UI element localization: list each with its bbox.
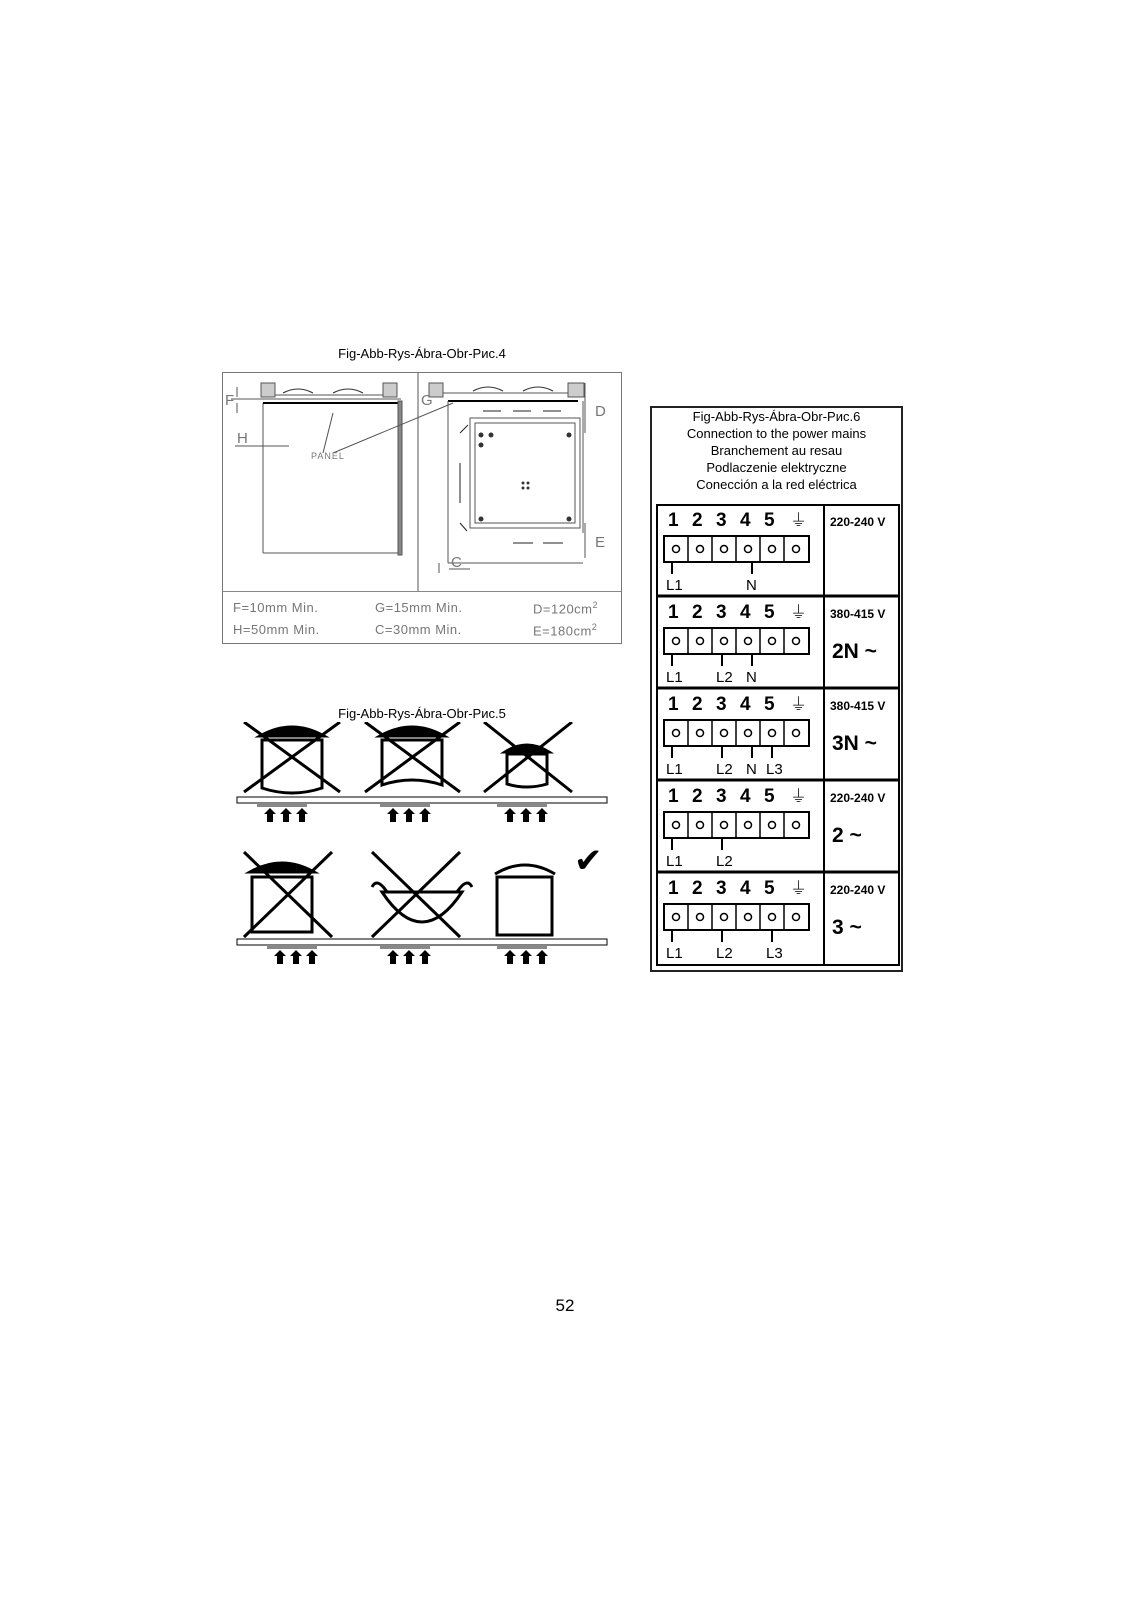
fig6-header <box>652 408 901 493</box>
phase-label: L1 <box>666 853 683 870</box>
pot-too-small-1 <box>244 722 340 793</box>
phase-label: L3 <box>766 945 783 962</box>
terminal-screw <box>769 546 776 553</box>
terminal-number: 4 <box>740 878 751 899</box>
label-e: E <box>595 534 606 551</box>
connection-type: 2 ~ <box>832 824 862 847</box>
terminal-number: 4 <box>740 510 751 531</box>
terminal-number: 4 <box>740 602 751 623</box>
terminal-screw <box>793 914 800 921</box>
terminal-screw <box>697 730 704 737</box>
pot-correct <box>495 865 555 935</box>
terminal-screw <box>673 822 680 829</box>
dim-c: C=30mm Min. <box>375 622 462 637</box>
phase-label: N <box>746 669 757 686</box>
terminal-screw <box>745 638 752 645</box>
terminal-screw <box>745 730 752 737</box>
page-number: 52 <box>555 1296 575 1315</box>
phase-label: L2 <box>716 945 733 962</box>
terminal-screw <box>697 546 704 553</box>
terminal-screw <box>745 914 752 921</box>
terminal-number: 3 <box>716 694 727 715</box>
fig4-caption: Fig-Abb-Rys-Ábra-Obr-Рис.4 <box>338 346 506 361</box>
connection-type: 2N ~ <box>832 640 877 663</box>
terminal-screw <box>721 638 728 645</box>
earth-icon: ⏚ <box>790 603 807 623</box>
label-c: C <box>451 554 462 571</box>
label-g: G <box>421 392 433 409</box>
terminal-number: 5 <box>764 694 775 715</box>
phase-label: L2 <box>716 853 733 870</box>
fig5-pot-usage-diagram <box>222 722 622 982</box>
phase-label: L2 <box>716 761 733 778</box>
terminal-screw <box>793 822 800 829</box>
voltage-label: 380-415 V <box>830 699 886 713</box>
terminal-number: 3 <box>716 602 727 623</box>
earth-icon: ⏚ <box>790 695 807 715</box>
terminal-screw <box>769 730 776 737</box>
dim-f: F=10mm Min. <box>233 600 319 615</box>
terminal-screw <box>721 730 728 737</box>
earth-icon: ⏚ <box>790 511 807 531</box>
fig6-wiring-diagrams <box>656 504 900 966</box>
terminal-screw <box>745 822 752 829</box>
terminal-screw <box>745 546 752 553</box>
voltage-label: 380-415 V <box>830 607 886 621</box>
phase-label: L1 <box>666 761 683 778</box>
phase-label: L1 <box>666 945 683 962</box>
fig6-power-connection-box <box>650 406 903 972</box>
terminal-number: 1 <box>668 786 679 807</box>
terminal-screw <box>697 638 704 645</box>
terminal-number: 1 <box>668 602 679 623</box>
voltage-label: 220-240 V <box>830 883 886 897</box>
fig6-line-pl: Podlaczenie elektryczne <box>706 460 847 475</box>
terminal-number: 2 <box>692 878 703 899</box>
terminal-number: 1 <box>668 510 679 531</box>
terminal-screw <box>769 914 776 921</box>
terminal-number: 1 <box>668 694 679 715</box>
terminal-number: 5 <box>764 786 775 807</box>
fig4-drawing <box>223 373 621 591</box>
phase-label: N <box>746 577 757 594</box>
dim-d: $D=120cm^2$ <box>533 600 599 617</box>
terminal-number: 4 <box>740 786 751 807</box>
label-h: H <box>237 430 248 447</box>
terminal-number: 2 <box>692 510 703 531</box>
dim-g: G=15mm Min. <box>375 600 463 615</box>
fig5-caption: Fig-Abb-Rys-Ábra-Obr-Рис.5 <box>338 706 506 721</box>
fig4-installation-diagram <box>222 372 622 644</box>
terminal-screw <box>673 638 680 645</box>
earth-icon: ⏚ <box>790 879 807 899</box>
phase-label: N <box>746 761 757 778</box>
terminal-screw <box>769 822 776 829</box>
pot-convex-bottom <box>365 722 460 792</box>
connection-type: 3 ~ <box>832 916 862 939</box>
label-d: D <box>595 403 606 420</box>
connection-type: 3N ~ <box>832 732 877 755</box>
fig6-line-fr: Branchement au resau <box>710 443 843 458</box>
phase-label: L1 <box>666 669 683 686</box>
terminal-screw <box>673 914 680 921</box>
terminal-screw <box>793 638 800 645</box>
phase-label: L3 <box>766 761 783 778</box>
terminal-screw <box>721 914 728 921</box>
terminal-number: 5 <box>764 602 775 623</box>
terminal-number: 3 <box>716 510 727 531</box>
terminal-screw <box>769 638 776 645</box>
dim-h: H=50mm Min. <box>233 622 320 637</box>
terminal-number: 5 <box>764 878 775 899</box>
fig4-dimension-table <box>223 591 621 643</box>
fig6-line-es: Conección a la red eléctrica <box>696 477 857 492</box>
terminal-number: 3 <box>716 878 727 899</box>
voltage-label: 220-240 V <box>830 791 886 805</box>
terminal-screw <box>721 822 728 829</box>
fig6-caption: Fig-Abb-Rys-Ábra-Obr-Рис.6 <box>692 409 861 424</box>
terminal-number: 4 <box>740 694 751 715</box>
terminal-screw <box>697 822 704 829</box>
label-f: F <box>225 392 235 409</box>
pot-small-on-large <box>484 722 572 792</box>
pot-wrong-4 <box>244 852 332 937</box>
wok-round-bottom <box>372 852 472 937</box>
phase-label: L2 <box>716 669 733 686</box>
terminal-number: 1 <box>668 878 679 899</box>
terminal-number: 3 <box>716 786 727 807</box>
terminal-number: 5 <box>764 510 775 531</box>
voltage-label: 220-240 V <box>830 515 886 529</box>
earth-icon: ⏚ <box>790 787 807 807</box>
label-panel: PANEL <box>311 451 345 461</box>
terminal-number: 2 <box>692 602 703 623</box>
terminal-screw <box>673 730 680 737</box>
terminal-screw <box>721 546 728 553</box>
terminal-number: 2 <box>692 694 703 715</box>
phase-label: L1 <box>666 577 683 594</box>
terminal-number: 2 <box>692 786 703 807</box>
dim-e: $E=180cm^2$ <box>533 622 598 639</box>
terminal-screw <box>793 730 800 737</box>
terminal-screw <box>673 546 680 553</box>
checkmark-icon: ✔ <box>574 841 603 881</box>
terminal-screw <box>793 546 800 553</box>
fig6-line-en: Connection to the power mains <box>686 426 867 441</box>
terminal-screw <box>697 914 704 921</box>
